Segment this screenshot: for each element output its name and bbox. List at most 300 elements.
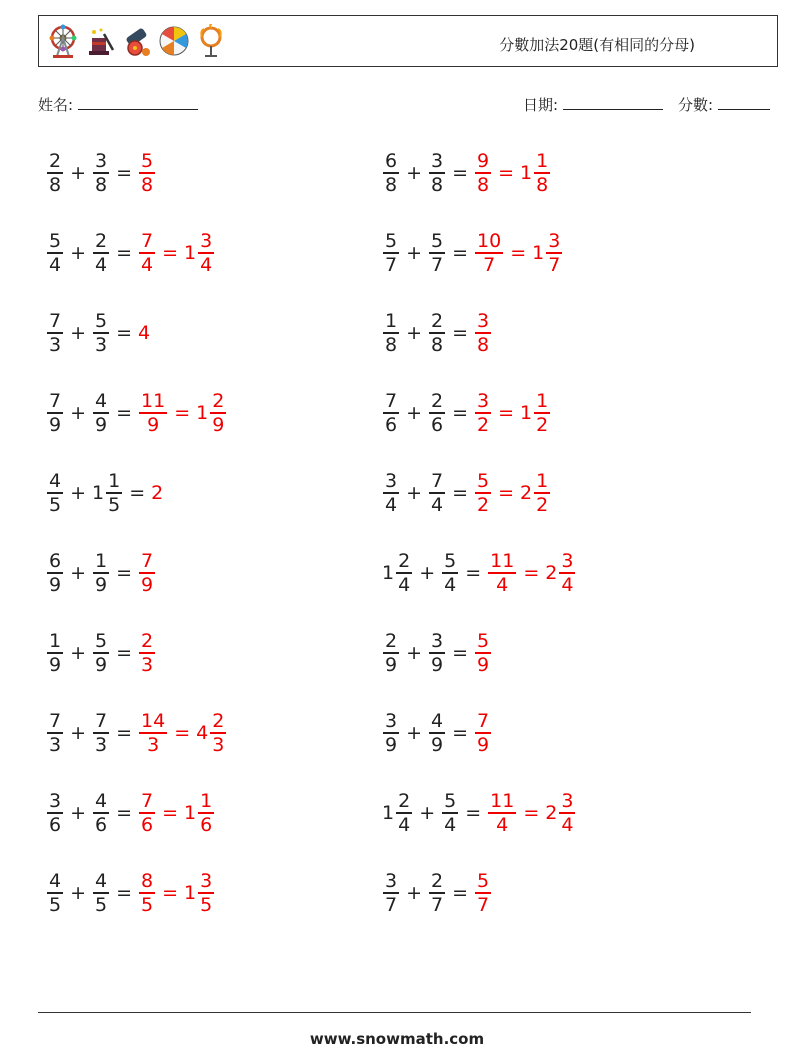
numerator: 3	[385, 870, 398, 893]
equals-sign: =	[452, 642, 469, 664]
fraction	[429, 710, 445, 756]
fraction	[93, 790, 109, 836]
term	[474, 150, 492, 196]
problem-item	[46, 458, 164, 528]
term	[428, 630, 446, 676]
numerator: 4	[49, 870, 62, 893]
term	[46, 310, 64, 356]
numerator: 9	[477, 150, 490, 173]
denominator: 8	[385, 333, 398, 356]
whole-number: 1	[184, 802, 197, 824]
fraction	[429, 630, 445, 676]
numerator: 1	[536, 150, 549, 173]
whole-number: 1	[520, 402, 533, 424]
plus-sign: +	[406, 642, 423, 664]
fraction	[475, 230, 503, 276]
term	[184, 230, 215, 276]
numerator: 3	[385, 470, 398, 493]
equals-sign: =	[452, 322, 469, 344]
problem-item	[46, 618, 156, 688]
term	[382, 710, 400, 756]
numerator: 11	[490, 550, 515, 573]
fraction	[383, 870, 399, 916]
answer	[138, 630, 156, 676]
footer-divider	[38, 1012, 751, 1013]
term	[382, 870, 400, 916]
magic-hat-icon	[84, 24, 116, 58]
numerator: 3	[49, 790, 62, 813]
fraction	[139, 710, 167, 756]
denominator: 9	[385, 733, 398, 756]
fraction	[442, 550, 458, 596]
denominator: 7	[477, 893, 490, 916]
denominator: 4	[444, 573, 457, 596]
term	[474, 470, 492, 516]
fraction	[383, 470, 399, 516]
term	[46, 790, 64, 836]
denominator: 8	[431, 173, 444, 196]
date-field	[523, 94, 663, 115]
denominator: 4	[561, 573, 574, 596]
answer	[138, 870, 215, 916]
numerator: 7	[49, 710, 62, 733]
fraction	[47, 390, 63, 436]
answer	[138, 390, 227, 436]
numerator: 4	[431, 710, 444, 733]
numerator: 7	[49, 390, 62, 413]
fraction	[383, 710, 399, 756]
term	[474, 870, 492, 916]
fraction	[475, 630, 491, 676]
term	[138, 710, 168, 756]
denominator: 6	[431, 413, 444, 436]
numerator: 2	[431, 310, 444, 333]
numerator: 6	[385, 150, 398, 173]
fraction	[139, 870, 155, 916]
numerator: 5	[141, 150, 154, 173]
fraction	[47, 710, 63, 756]
problem-item	[382, 458, 551, 528]
fraction	[442, 790, 458, 836]
fraction	[198, 230, 214, 276]
numerator: 5	[95, 310, 108, 333]
fraction	[93, 630, 109, 676]
equals-sign: =	[452, 882, 469, 904]
numerator: 2	[212, 390, 225, 413]
equals-sign: =	[129, 482, 146, 504]
equals-sign: =	[174, 402, 191, 424]
fraction	[93, 310, 109, 356]
numerator: 5	[477, 870, 490, 893]
term	[441, 550, 459, 596]
term	[92, 550, 110, 596]
date-blank	[563, 95, 663, 110]
denominator: 2	[477, 493, 490, 516]
name-field	[38, 94, 198, 115]
term	[428, 710, 446, 756]
denominator: 9	[95, 413, 108, 436]
term	[46, 390, 64, 436]
answer	[474, 470, 551, 516]
numerator: 11	[141, 390, 166, 413]
fraction	[198, 790, 214, 836]
equals-sign: =	[162, 802, 179, 824]
term	[46, 470, 64, 516]
numerator: 3	[431, 150, 444, 173]
numerator: 3	[477, 310, 490, 333]
fraction	[383, 630, 399, 676]
denominator: 5	[95, 893, 108, 916]
term	[382, 550, 413, 596]
denominator: 3	[95, 733, 108, 756]
fraction	[559, 550, 575, 596]
fraction	[534, 390, 550, 436]
fraction	[210, 710, 226, 756]
numerator: 6	[49, 550, 62, 573]
denominator: 5	[141, 893, 154, 916]
score-blank	[718, 95, 770, 110]
fraction	[139, 630, 155, 676]
denominator: 8	[477, 173, 490, 196]
denominator: 9	[95, 573, 108, 596]
fraction	[488, 790, 516, 836]
equals-sign: =	[452, 722, 469, 744]
whole-number: 1	[382, 562, 395, 584]
denominator: 7	[385, 253, 398, 276]
denominator: 7	[431, 893, 444, 916]
plus-sign: +	[70, 642, 87, 664]
term	[428, 390, 446, 436]
numerator: 7	[141, 550, 154, 573]
term	[46, 150, 64, 196]
denominator: 9	[477, 653, 490, 676]
problem-item	[382, 858, 492, 928]
name-blank	[78, 95, 198, 110]
fraction	[93, 550, 109, 596]
score-label: 分數:	[678, 96, 714, 114]
whole-number: 1	[520, 162, 533, 184]
fraction	[396, 550, 412, 596]
equals-sign: =	[174, 722, 191, 744]
numerator: 7	[49, 310, 62, 333]
problem-item	[46, 298, 151, 368]
plus-sign: +	[406, 882, 423, 904]
plus-sign: +	[70, 322, 87, 344]
numerator: 2	[398, 790, 411, 813]
numerator: 3	[200, 870, 213, 893]
answer	[474, 150, 551, 196]
plus-sign: +	[70, 882, 87, 904]
denominator: 3	[49, 733, 62, 756]
numerator: 8	[141, 870, 154, 893]
plus-sign: +	[70, 562, 87, 584]
term	[46, 630, 64, 676]
fraction	[198, 870, 214, 916]
denominator: 4	[431, 493, 444, 516]
fraction	[475, 390, 491, 436]
fraction	[93, 710, 109, 756]
equals-sign: =	[510, 242, 527, 264]
fraction	[93, 150, 109, 196]
numerator: 3	[200, 230, 213, 253]
answer	[487, 790, 576, 836]
term	[92, 150, 110, 196]
score-field	[678, 94, 770, 115]
circus-cannon-icon	[121, 24, 153, 58]
denominator: 2	[536, 413, 549, 436]
name-label: 姓名:	[38, 96, 74, 114]
fraction	[475, 150, 491, 196]
plus-sign: +	[70, 242, 87, 264]
fraction	[475, 470, 491, 516]
term	[474, 710, 492, 756]
term	[474, 630, 492, 676]
whole-number: 2	[545, 802, 558, 824]
term	[428, 870, 446, 916]
fraction	[475, 310, 491, 356]
numerator: 5	[95, 630, 108, 653]
term	[184, 790, 215, 836]
answer	[474, 870, 492, 916]
numerator: 3	[385, 710, 398, 733]
fraction	[139, 550, 155, 596]
equals-sign: =	[162, 242, 179, 264]
fraction	[534, 470, 550, 516]
fraction	[93, 230, 109, 276]
denominator: 5	[49, 493, 62, 516]
fraction	[396, 790, 412, 836]
term	[138, 870, 156, 916]
equals-sign: =	[452, 162, 469, 184]
term	[92, 630, 110, 676]
term	[428, 150, 446, 196]
equals-sign: =	[116, 722, 133, 744]
term	[46, 710, 64, 756]
denominator: 5	[200, 893, 213, 916]
problem-item	[46, 218, 215, 288]
term	[92, 870, 110, 916]
denominator: 9	[212, 413, 225, 436]
denominator: 2	[536, 493, 549, 516]
term	[46, 550, 64, 596]
equals-sign: =	[116, 162, 133, 184]
denominator: 9	[477, 733, 490, 756]
fraction	[47, 230, 63, 276]
denominator: 4	[398, 813, 411, 836]
term	[92, 390, 110, 436]
term	[138, 150, 156, 196]
term	[138, 322, 151, 344]
term	[382, 470, 400, 516]
denominator: 9	[95, 653, 108, 676]
fraction	[383, 150, 399, 196]
term	[428, 310, 446, 356]
plus-sign: +	[70, 482, 87, 504]
numerator: 5	[477, 630, 490, 653]
denominator: 8	[385, 173, 398, 196]
fraction	[47, 630, 63, 676]
numerator: 5	[385, 230, 398, 253]
denominator: 7	[548, 253, 561, 276]
term	[138, 790, 156, 836]
plus-sign: +	[70, 802, 87, 824]
equals-sign: =	[116, 322, 133, 344]
denominator: 8	[95, 173, 108, 196]
fraction	[47, 790, 63, 836]
denominator: 7	[431, 253, 444, 276]
denominator: 9	[49, 653, 62, 676]
beach-ball-icon	[158, 24, 190, 58]
fraction	[534, 150, 550, 196]
denominator: 9	[385, 653, 398, 676]
term	[46, 870, 64, 916]
plus-sign: +	[70, 722, 87, 744]
fraction	[383, 230, 399, 276]
equals-sign: =	[523, 562, 540, 584]
answer	[474, 710, 492, 756]
problem-item	[382, 138, 551, 208]
fraction	[546, 230, 562, 276]
answer	[151, 482, 164, 504]
whole-number: 2	[151, 482, 164, 504]
problem-item	[382, 698, 492, 768]
term	[545, 790, 576, 836]
answer	[138, 710, 227, 756]
fraction	[429, 470, 445, 516]
denominator: 4	[141, 253, 154, 276]
answer	[138, 322, 151, 344]
term	[487, 550, 517, 596]
term	[487, 790, 517, 836]
denominator: 4	[398, 573, 411, 596]
header-icons	[47, 24, 227, 58]
denominator: 9	[49, 413, 62, 436]
equals-sign: =	[116, 242, 133, 264]
fraction	[429, 870, 445, 916]
fraction	[139, 230, 155, 276]
term	[382, 310, 400, 356]
denominator: 6	[95, 813, 108, 836]
numerator: 3	[561, 790, 574, 813]
numerator: 2	[95, 230, 108, 253]
denominator: 9	[147, 413, 160, 436]
fraction	[47, 310, 63, 356]
numerator: 4	[95, 870, 108, 893]
term	[382, 630, 400, 676]
term	[138, 230, 156, 276]
answer	[474, 390, 551, 436]
term	[545, 550, 576, 596]
problem-item	[382, 778, 576, 848]
numerator: 11	[490, 790, 515, 813]
numerator: 1	[95, 550, 108, 573]
denominator: 7	[483, 253, 496, 276]
equals-sign: =	[465, 562, 482, 584]
term	[138, 630, 156, 676]
equals-sign: =	[116, 562, 133, 584]
fraction	[429, 230, 445, 276]
numerator: 2	[49, 150, 62, 173]
term	[382, 790, 413, 836]
denominator: 6	[385, 413, 398, 436]
numerator: 4	[95, 790, 108, 813]
answer	[138, 150, 156, 196]
fraction	[47, 870, 63, 916]
fraction	[488, 550, 516, 596]
equals-sign: =	[162, 882, 179, 904]
answer	[474, 230, 563, 276]
numerator: 2	[385, 630, 398, 653]
problem-item	[46, 698, 227, 768]
numerator: 14	[141, 710, 166, 733]
term	[184, 870, 215, 916]
whole-number: 4	[138, 322, 151, 344]
denominator: 8	[141, 173, 154, 196]
numerator: 7	[141, 230, 154, 253]
denominator: 9	[49, 573, 62, 596]
fraction	[93, 870, 109, 916]
whole-number: 1	[184, 242, 197, 264]
term	[382, 390, 400, 436]
plus-sign: +	[419, 562, 436, 584]
whole-number: 1	[92, 482, 105, 504]
whole-number: 2	[520, 482, 533, 504]
worksheet-title: 分數加法20題(有相同的分母)	[499, 36, 695, 54]
fraction	[383, 390, 399, 436]
numerator: 7	[141, 790, 154, 813]
equals-sign: =	[116, 642, 133, 664]
problem-item	[382, 298, 492, 368]
fraction	[139, 390, 167, 436]
fraction	[475, 870, 491, 916]
denominator: 8	[49, 173, 62, 196]
equals-sign: =	[498, 162, 515, 184]
term	[138, 390, 168, 436]
date-label: 日期:	[523, 96, 559, 114]
denominator: 4	[200, 253, 213, 276]
problem-item	[382, 538, 576, 608]
denominator: 3	[147, 733, 160, 756]
denominator: 4	[385, 493, 398, 516]
term	[474, 230, 504, 276]
numerator: 5	[431, 230, 444, 253]
term	[138, 550, 156, 596]
denominator: 4	[444, 813, 457, 836]
answer	[487, 550, 576, 596]
term	[92, 310, 110, 356]
problem-item	[46, 538, 156, 608]
term	[151, 482, 164, 504]
numerator: 3	[95, 150, 108, 173]
plus-sign: +	[406, 162, 423, 184]
worksheet-header	[38, 15, 778, 67]
answer	[138, 550, 156, 596]
numerator: 5	[477, 470, 490, 493]
numerator: 2	[212, 710, 225, 733]
fraction	[47, 470, 63, 516]
whole-number: 1	[196, 402, 209, 424]
equals-sign: =	[498, 402, 515, 424]
numerator: 2	[398, 550, 411, 573]
fraction	[47, 550, 63, 596]
numerator: 7	[477, 710, 490, 733]
denominator: 4	[49, 253, 62, 276]
numerator: 3	[548, 230, 561, 253]
term	[92, 790, 110, 836]
denominator: 9	[431, 733, 444, 756]
footer-url: www.snowmath.com	[309, 1030, 485, 1048]
plus-sign: +	[70, 402, 87, 424]
